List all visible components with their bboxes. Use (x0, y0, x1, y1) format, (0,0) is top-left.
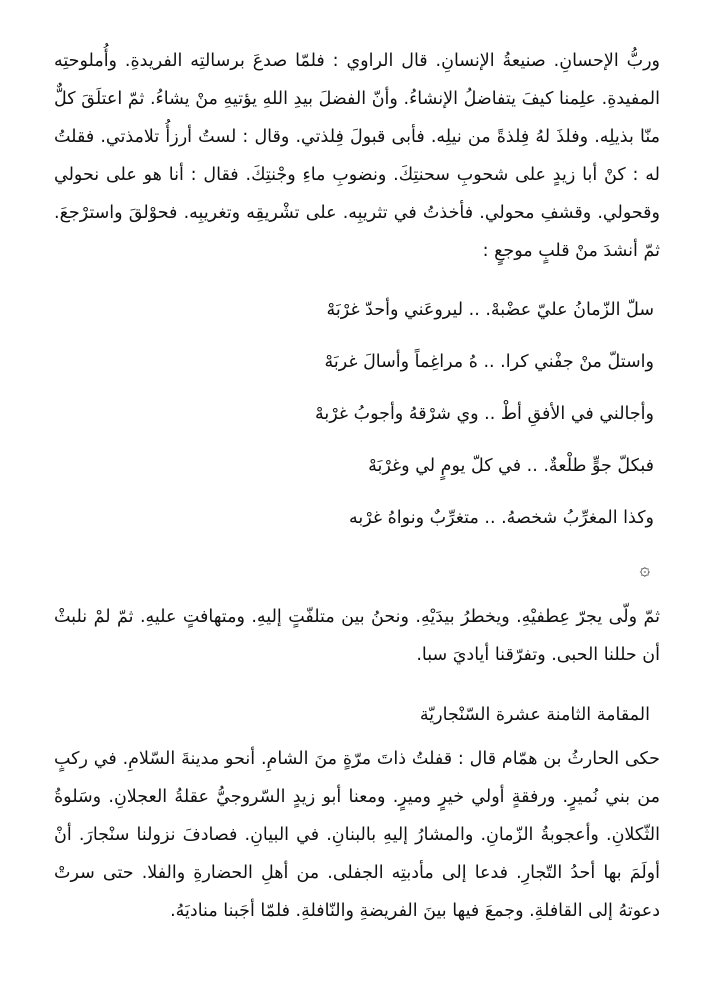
poem-verse: فبكلّ جوٍّ طلْعةٌ. .. في كلّ يومٍ لي وغرْبَهْ (368, 456, 654, 476)
poem-verse: وكذا المغرِّبُ شخصهُ. .. متغرِّبٌ ونواهُ غرْبه (349, 508, 654, 528)
poem-verse: واستلّ منْ جفْني كرا. .. هُ مراغِماً وأسالَ غربَهْ (324, 352, 654, 372)
poem-verse: وأجالني في الأفقِ أطْ .. وي شرْقهُ وأجوبُ غرْبهْ (314, 404, 654, 424)
section-ornament: ۞ (639, 559, 650, 580)
maqama-heading: المقامة الثامنة عشرة السّنْجاريّة (419, 705, 650, 725)
opening-paragraph: وربُّ الإحسانِ. صنيعةُ الإنسانِ. قال الراوي : فلمّا صدعَ برسالتِه الفريدةِ. وأُملوحتِه المفيدةِ. علِمنا كيفَ يتفاضلُ الإنشاءُ. وأنّ الفضلَ بيدِ اللهِ يؤتيهِ منْ يشاءُ. ثمّ اعتلَقَ كلٌّ منّا بذيلِه. وفلذَ لهُ فِلذةً من نيلِه. فأبى قبولَ فِلذتي. وقال : لستُ أرزأُ تلامذتي. فقلتُ له : كنْ أبا زيدٍ على شحوبِ سحنتِكَ. ونضوبِ ماءِ وجْنتِكَ. فقال : أنا هو على نحولي وقحولي. وقشفِ محولي. فأخذتُ في تثريبِه. على تشْريقِه وتغريبِه. فحوْلقَ واسترْجعَ. ثمّ أنشدَ منْ قلبٍ موجعٍ : (54, 51, 660, 261)
closing-paragraph: ثمّ ولّى يجرّ عِطفيْهِ. ويخطرُ بيدَيْهِ. ونحنُ بين متلفّتٍ إليهِ. ومتهافتٍ عليهِ. ثمّ لمْ نلبثْ أن حللنا الحبى. وتفرّقنا أياديَ سبا. (54, 607, 660, 665)
poem-verse: سلّ الزّمانُ عليّ عضْبهْ. .. ليروعَني وأحدّ غرْبَهْ (326, 300, 654, 320)
narrative-paragraph: حكى الحارثُ بن همّام قال : قفلتُ ذاتَ مرّةٍ منَ الشامِ. أنحو مدينةَ السّلامِ. في ركبٍ من بني نُميرٍ. ورفقةٍ أولي خيرٍ وميرٍ. ومعنا أبو زيدٍ السّروجيُّ عقلةُ العجلانِ. وسَلوةُ الثّكلانِ. وأعجوبةُ الزّمانِ. والمشارُ إليهِ بالبنانِ. في البيانِ. فصادفَ نزولنا سنْجارَ. أنْ أولَمَ بها أحدُ التّجارِ. فدعا إلى مأدبتِه الجفلى. من أهلِ الحضارةِ والفلا. حتى سرتْ دعوتهُ إلى القافلةِ. وجمعَ فيها بينَ الفريضةِ والنّافلةِ. فلمّا أجَبنا مناديَهُ. (54, 749, 660, 921)
